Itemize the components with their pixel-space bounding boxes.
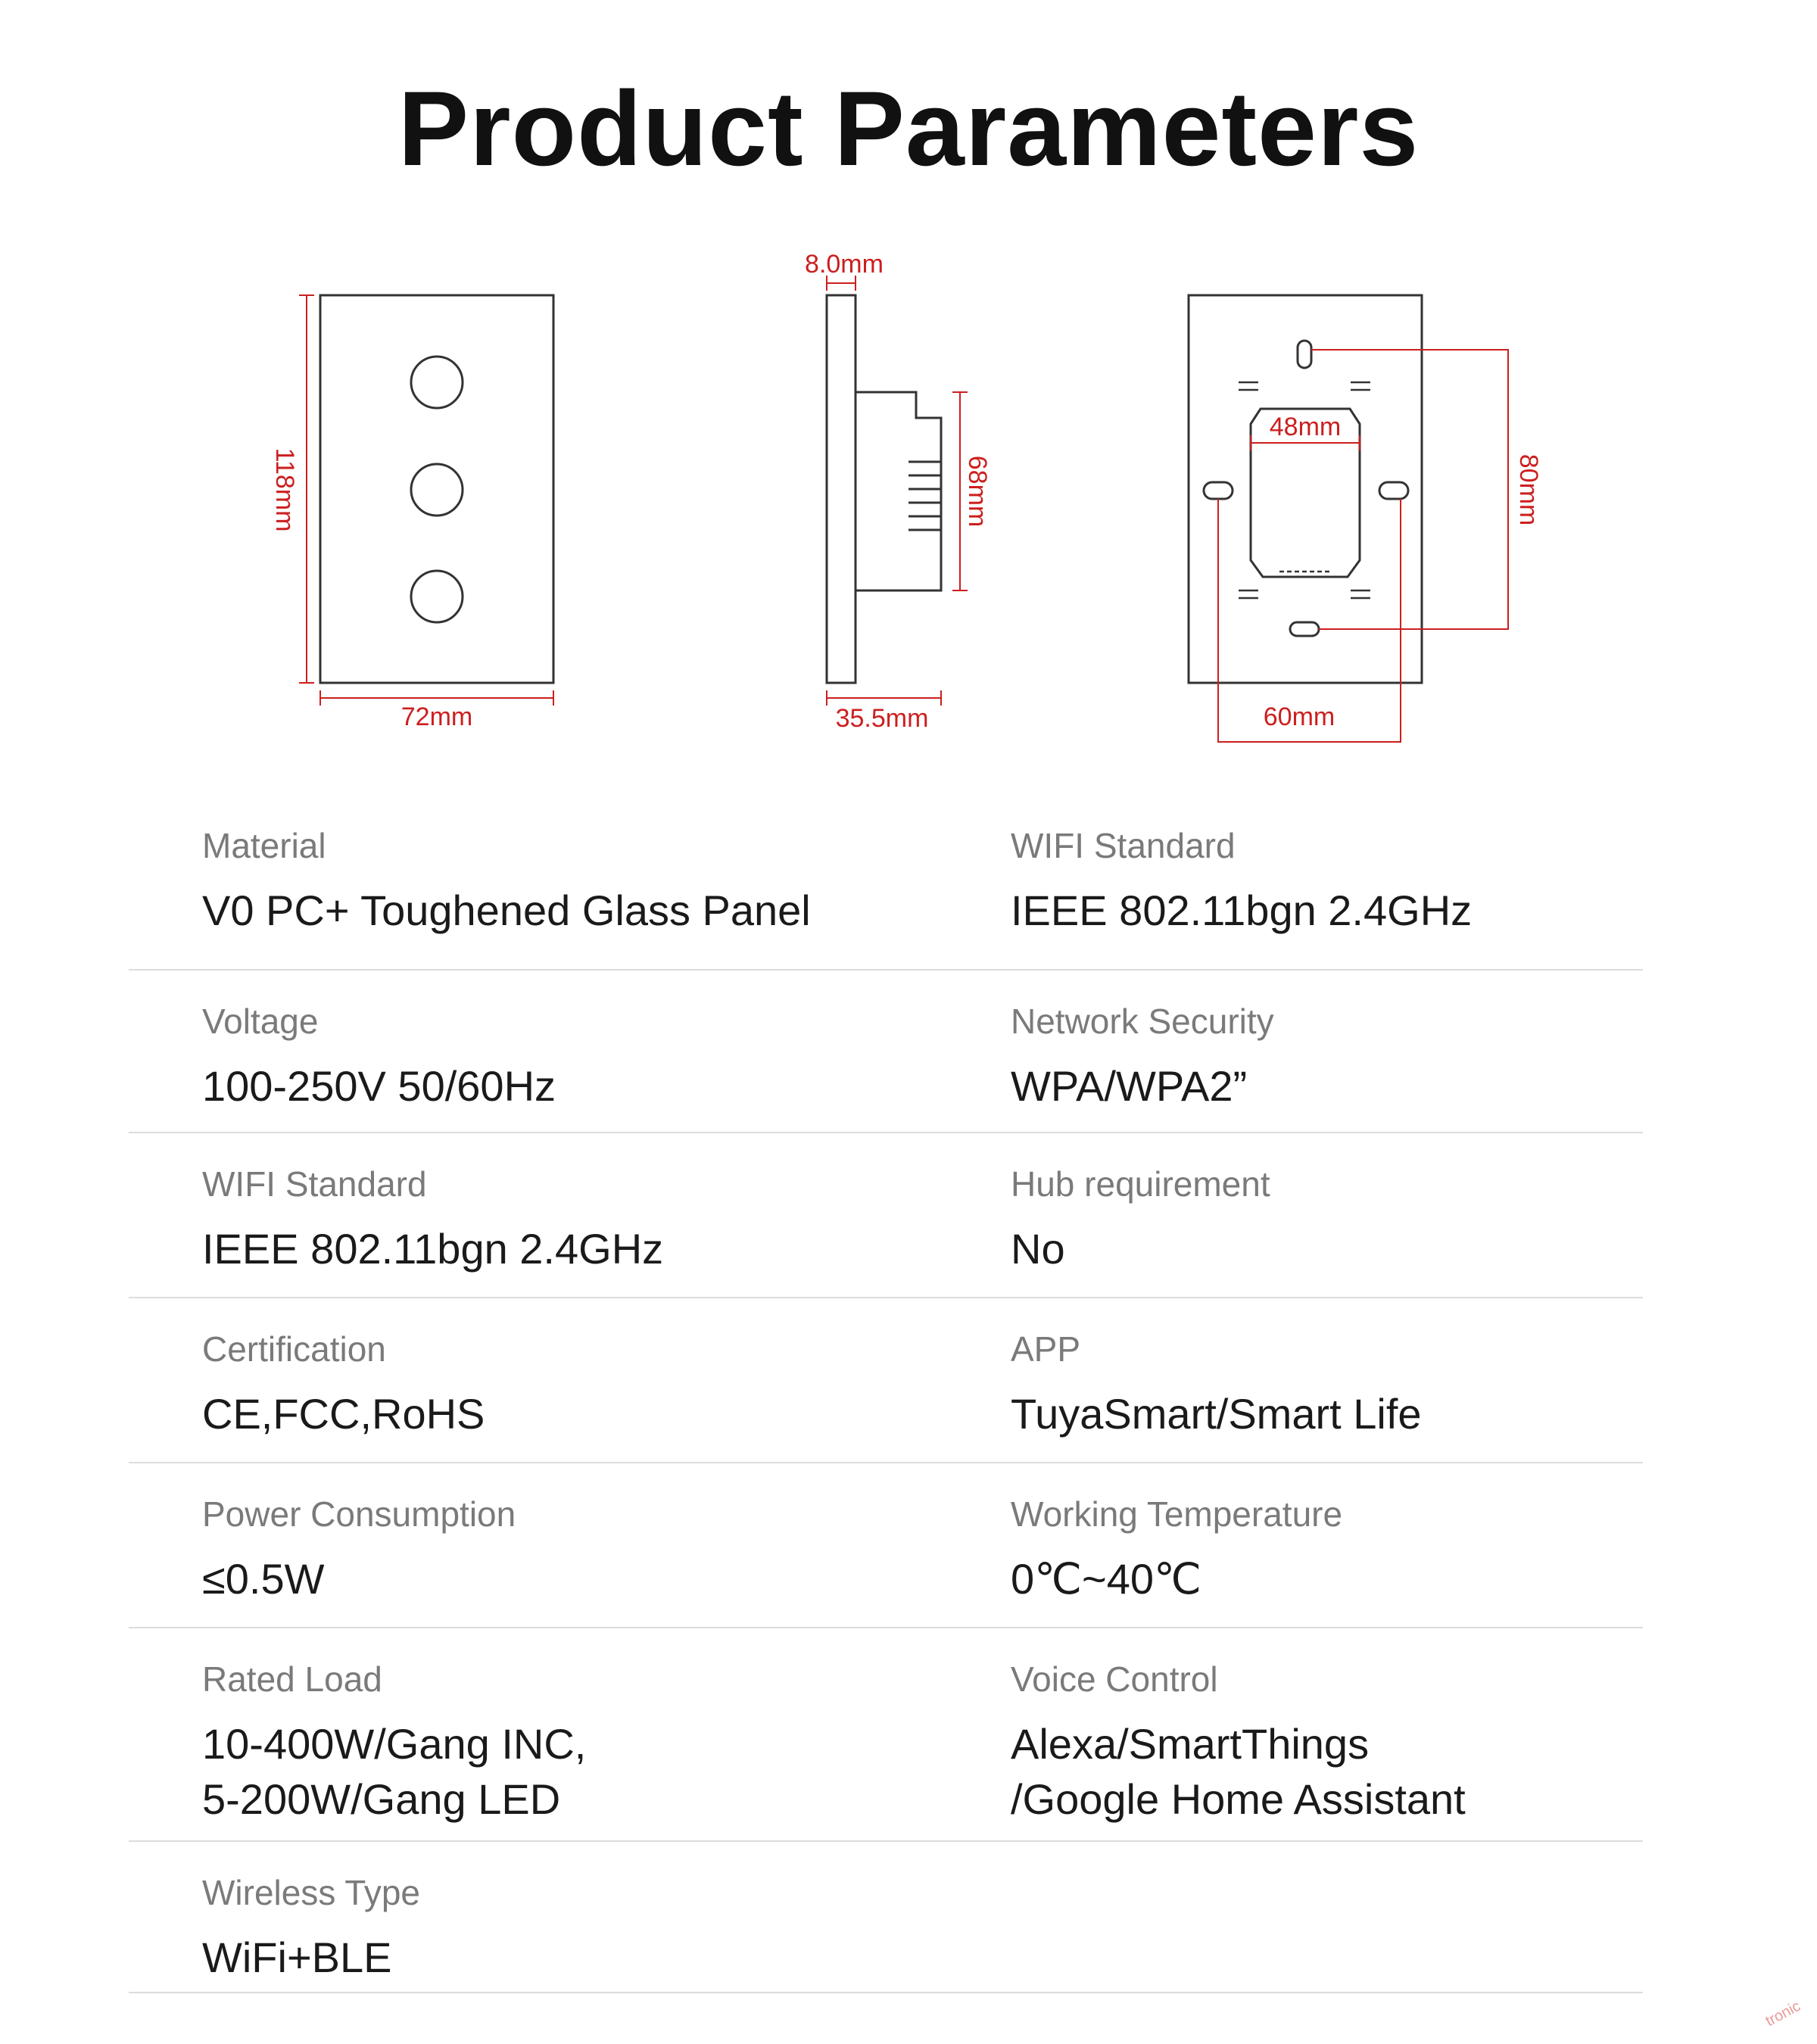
side-dimensions	[827, 276, 968, 706]
spec-label: Hub requirement	[1011, 1164, 1270, 1204]
spec-value: 0℃~40℃	[1011, 1555, 1201, 1603]
hole-vertical-label: 80mm	[1514, 453, 1543, 526]
side-thickness-label: 8.0mm	[805, 250, 884, 279]
side-panel	[827, 295, 856, 683]
spec-label: Material	[202, 826, 326, 865]
spec-value: TuyaSmart/Smart Life	[1011, 1390, 1422, 1438]
spec-label: WIFI Standard	[1011, 826, 1236, 865]
switch-button-2	[411, 464, 463, 516]
spec-item	[1011, 1329, 1422, 1442]
back-view	[1189, 295, 1422, 683]
spec-label: APP	[1011, 1329, 1081, 1369]
front-panel	[320, 295, 553, 683]
spec-item	[1011, 1494, 1342, 1607]
spec-label: Voltage	[202, 1002, 319, 1041]
spec-value: 10-400W/Gang INC, 5-200W/Gang LED	[202, 1720, 587, 1823]
spec-label: Working Temperature	[1011, 1494, 1343, 1534]
page-title: Product Parameters	[397, 69, 1420, 188]
spec-item	[202, 825, 811, 939]
spec-row	[129, 795, 1643, 971]
spec-label: Voice Control	[1011, 1659, 1218, 1699]
spec-value: WPA/WPA2”	[1011, 1062, 1248, 1111]
mount-hole-right	[1379, 482, 1408, 499]
spec-row	[129, 1628, 1643, 1842]
spec-value: WiFi+BLE	[202, 1933, 392, 1982]
spec-label: Wireless Type	[202, 1873, 421, 1912]
side-depth-label: 35.5mm	[835, 704, 929, 733]
spec-value: No	[1011, 1225, 1065, 1273]
spec-item	[1011, 1001, 1274, 1114]
mount-hole-bottom	[1290, 622, 1319, 636]
spec-row	[129, 971, 1643, 1133]
spec-item	[202, 1329, 485, 1442]
spec-value: 100-250V 50/60Hz	[202, 1062, 556, 1111]
spec-item	[202, 1164, 663, 1277]
spec-label: Power Consumption	[202, 1494, 516, 1534]
front-width-label: 72mm	[400, 703, 473, 731]
watermark: tronic	[1762, 1997, 1804, 2030]
back-panel	[1189, 295, 1422, 683]
spec-value: V0 PC+ Toughened Glass Panel	[202, 886, 811, 935]
spec-row	[129, 1298, 1643, 1463]
spec-item	[1011, 825, 1472, 939]
spec-item	[202, 1872, 420, 1986]
spec-row	[129, 1133, 1643, 1298]
spec-value: CE,FCC,RoHS	[202, 1390, 485, 1438]
switch-button-3	[411, 571, 463, 622]
spec-table	[129, 795, 1643, 1993]
spec-item	[1011, 1164, 1270, 1277]
side-view	[827, 295, 941, 683]
spec-row	[129, 1463, 1643, 1628]
front-height-label: 118mm	[270, 447, 299, 532]
spec-item	[202, 1494, 516, 1607]
mount-hole-top	[1298, 341, 1311, 368]
spec-item	[1011, 1659, 1466, 1827]
spec-label: Certification	[202, 1329, 386, 1369]
switch-button-1	[411, 357, 463, 408]
spec-label: Network Security	[1011, 1002, 1274, 1041]
hole-horizontal-label: 60mm	[1263, 703, 1335, 731]
spec-item	[202, 1659, 586, 1827]
spec-label: Rated Load	[202, 1659, 382, 1699]
spec-value: ≤0.5W	[202, 1555, 325, 1603]
module-width-label: 48mm	[1269, 413, 1342, 441]
spec-item	[202, 1001, 556, 1114]
front-view	[320, 295, 553, 683]
dimension-diagram	[0, 0, 1817, 802]
spec-value: IEEE 802.11bgn 2.4GHz	[202, 1225, 664, 1273]
front-dimensions	[299, 295, 553, 706]
spec-row	[129, 1842, 1643, 1993]
side-height-label: 68mm	[963, 455, 992, 528]
mount-hole-left	[1204, 482, 1233, 499]
spec-value: IEEE 802.11bgn 2.4GHz	[1011, 886, 1473, 935]
side-body	[856, 392, 941, 590]
spec-value: Alexa/SmartThings /Google Home Assistant	[1011, 1720, 1466, 1823]
spec-label: WIFI Standard	[202, 1164, 427, 1204]
